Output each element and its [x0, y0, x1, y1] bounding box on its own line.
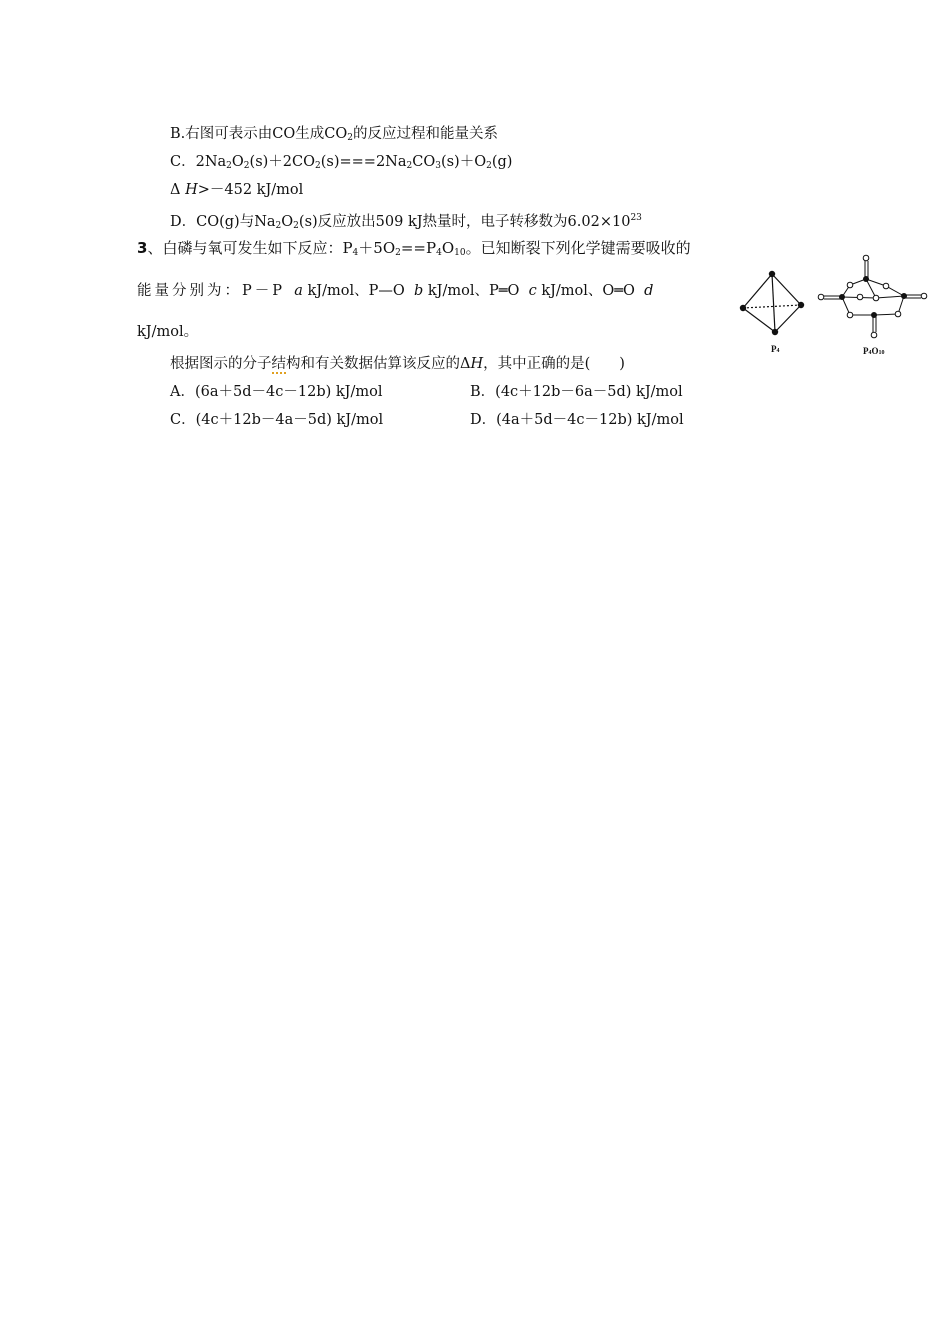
question-3-bond-energies — [137, 281, 653, 301]
subscript: 2 — [315, 161, 321, 171]
choice-b — [470, 382, 683, 402]
subscript: 3 — [435, 161, 441, 171]
option-b-text-tail: 的反应过程和能量关系 — [352, 126, 498, 142]
p4-bond — [743, 308, 775, 332]
equation-part: CO — [412, 154, 436, 170]
option-c-delta-h — [170, 180, 303, 200]
option-d-text-tail: (s)反应放出509 kJ热量时，电子转移数为6.02×10 — [298, 214, 631, 230]
subscript: 4 — [436, 248, 442, 258]
choice-expression: (4a＋5d－4c－12b) kJ/mol — [496, 412, 684, 428]
po-single-bond — [874, 314, 898, 315]
oxygen-atom — [883, 283, 889, 289]
label-text: O — [871, 346, 879, 356]
prompt-text: 构和有关数据估算该反应的Δ — [286, 356, 471, 372]
subscript: 10 — [454, 248, 466, 258]
question-number: 3 — [137, 239, 148, 257]
variable-b: b — [413, 283, 424, 299]
subscript: 4 — [352, 248, 359, 258]
phosphorus-atom — [798, 302, 804, 308]
p4-molecule-diagram — [735, 262, 815, 342]
oxygen-atom — [847, 282, 853, 288]
choice-label: D． — [470, 412, 497, 428]
phosphorus-atom — [871, 312, 877, 318]
p4-bond — [772, 274, 775, 332]
equation-part: (s)＋2CO — [249, 154, 315, 170]
phosphorus-atom — [772, 329, 778, 335]
bond-text: kJ/mol、P—O — [307, 283, 405, 299]
equation-part: (s)＋O — [440, 154, 487, 170]
choice-expression: (6a＋5d－4c－12b) kJ/mol — [194, 384, 383, 400]
oxygen-atom — [871, 332, 877, 338]
option-d-text: D．CO(g)与Na — [170, 214, 276, 230]
option-c-line — [170, 152, 512, 176]
oxygen-atom — [818, 294, 824, 300]
equation-part: O — [281, 214, 294, 230]
oxygen-atom — [895, 311, 901, 317]
subscript: 2 — [293, 221, 299, 231]
choice-c — [170, 410, 383, 430]
variable-c: c — [528, 283, 537, 299]
equation-part: O — [231, 154, 244, 170]
option-d-line — [170, 208, 642, 236]
question-3-unit-line — [137, 322, 198, 342]
phosphorus-atom — [769, 271, 775, 277]
equation-part: (s)===2Na — [320, 154, 407, 170]
label-text: P — [771, 344, 777, 354]
question-3-intro — [137, 238, 691, 263]
p4-bond — [775, 305, 801, 332]
oxygen-atom — [921, 293, 927, 299]
choice-d — [470, 410, 684, 430]
subscript: 2 — [406, 161, 413, 171]
marked-char: 结 — [271, 356, 286, 372]
variable-a: a — [294, 283, 303, 299]
variable-d: d — [644, 283, 654, 299]
prompt-text: ，其中正确的是( ) — [483, 356, 625, 372]
subscript: 2 — [347, 133, 353, 143]
subscript: 4 — [868, 350, 872, 356]
bond-text: kJ/mol、O═O — [541, 283, 635, 299]
choice-label: A． — [170, 384, 195, 400]
subscript: 2 — [275, 221, 282, 231]
question-3-prompt — [170, 354, 625, 374]
equation-part: (g) — [491, 154, 513, 170]
phosphorus-atom — [839, 294, 845, 300]
unit-text: kJ/mol。 — [137, 324, 199, 340]
phosphorus-atom — [901, 293, 907, 299]
option-b-line — [170, 124, 498, 148]
choice-expression: (4c＋12b－6a－5d) kJ/mol — [495, 384, 683, 400]
subscript: 2 — [486, 161, 492, 171]
enthalpy-symbol: H — [185, 182, 198, 198]
delta-h-value: >－452 kJ/mol — [197, 182, 304, 198]
equation-part: 2Na — [195, 154, 227, 170]
phosphorus-atom — [740, 305, 746, 311]
question-text: 、白磷与氧可发生如下反应：P — [147, 239, 353, 257]
subscript: 2 — [243, 161, 250, 171]
choice-label: B． — [470, 384, 496, 400]
question-text: ==P — [400, 239, 437, 257]
enthalpy-symbol: H — [470, 356, 484, 372]
question-text: O — [441, 239, 455, 257]
oxygen-atom — [857, 294, 863, 300]
bond-text: kJ/mol、P═O — [427, 283, 520, 299]
p4-bond — [772, 274, 801, 305]
choice-a — [170, 382, 382, 402]
choice-label: C． — [170, 412, 196, 428]
p4-hidden-bond — [743, 305, 801, 308]
option-c-label: C． — [170, 154, 196, 170]
p4o10-label — [863, 346, 885, 356]
subscript: 4 — [776, 348, 780, 354]
oxygen-atom — [847, 312, 853, 318]
delta-symbol: Δ — [170, 182, 181, 198]
subscript: 10 — [878, 350, 885, 356]
subscript: 2 — [395, 248, 401, 258]
prompt-text: 根据图示的分子 — [170, 356, 272, 372]
phosphorus-atom — [863, 276, 869, 282]
question-text: 。已知断裂下列化学键需要吸收的 — [465, 239, 691, 257]
p4o10-molecule-diagram — [814, 252, 932, 344]
label-text: P — [863, 346, 869, 356]
oxygen-atom — [873, 295, 879, 301]
bond-text: 能量分别为：P－P — [137, 283, 286, 299]
choice-expression: (4c＋12b－4a－5d) kJ/mol — [195, 412, 384, 428]
subscript: 2 — [226, 161, 232, 171]
po-single-bond — [876, 296, 904, 298]
option-b-text: B.右图可表示由CO生成CO — [170, 126, 348, 142]
question-text: ＋5O — [358, 239, 396, 257]
p4-label — [771, 344, 780, 354]
superscript: 23 — [630, 213, 642, 223]
oxygen-atom — [863, 255, 869, 261]
p4-bond — [743, 274, 772, 308]
